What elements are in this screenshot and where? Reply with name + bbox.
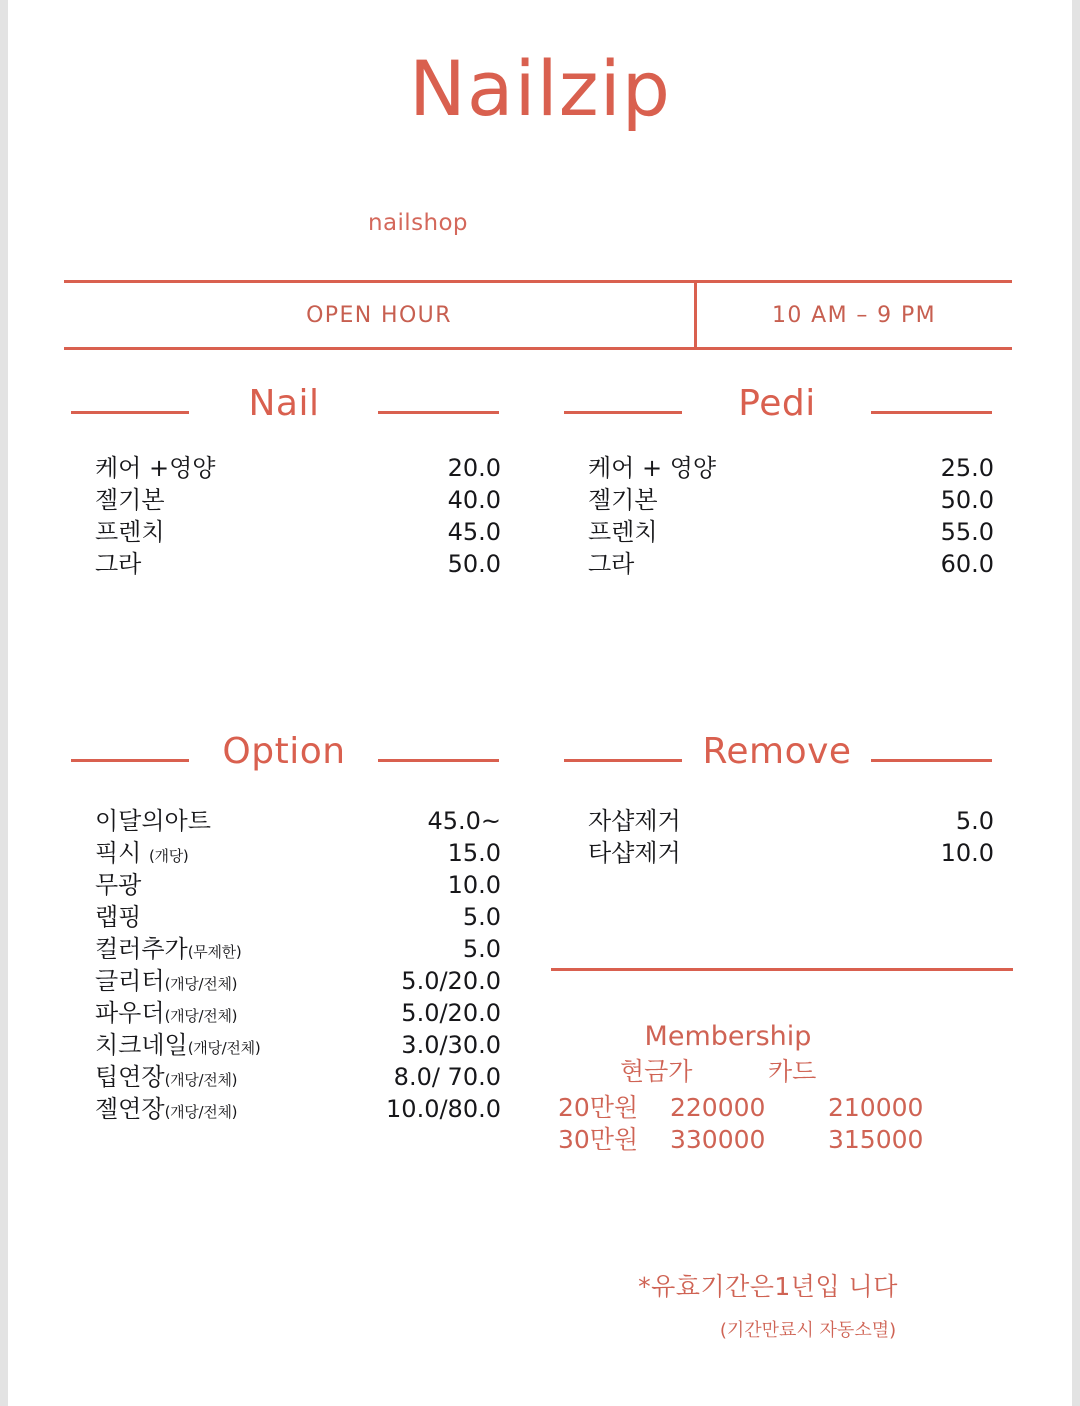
price-row-label: 랩핑 [95, 903, 142, 931]
section-title-option: Option [222, 731, 346, 772]
price-row [71, 484, 501, 516]
price-row [71, 837, 501, 869]
price-row-amount: 10.0 [940, 839, 994, 867]
price-row-amount: 5.0 [955, 807, 994, 835]
section-rule-left [71, 411, 189, 414]
price-row [71, 901, 501, 933]
price-list-nail [71, 452, 501, 580]
page-title: Nailzip [409, 44, 671, 133]
price-row [564, 484, 994, 516]
price-row-amount: 5.0 [462, 935, 501, 963]
price-row [564, 805, 994, 837]
membership-tier: 30만원 [558, 1125, 639, 1154]
price-row [564, 516, 994, 548]
price-row [71, 965, 501, 997]
price-row-label: 치크네일(개당/전체) [95, 1031, 261, 1059]
price-row-note: (개당/전체) [164, 1103, 238, 1121]
price-row-label: 무광 [95, 871, 142, 899]
price-row-label: 케어 +영양 [95, 454, 216, 482]
price-row-label: 이달의아트 [95, 807, 211, 835]
price-row-label: 젤기본 [588, 486, 658, 514]
price-row-amount: 8.0/ 70.0 [393, 1063, 501, 1091]
section-rule-right [871, 411, 992, 414]
price-row-note: (무제한) [187, 943, 242, 961]
price-row-label: 케어 + 영양 [588, 454, 717, 482]
section-header-remove [564, 731, 992, 780]
price-row-label: 젤기본 [95, 486, 165, 514]
section-rule-right [378, 411, 499, 414]
price-row-amount: 15.0 [447, 839, 501, 867]
price-row-amount: 3.0/30.0 [401, 1031, 501, 1059]
price-row-label: 픽시 (개당) [95, 839, 189, 867]
membership-column-card: 카드 [768, 1057, 817, 1086]
price-row-amount: 55.0 [940, 518, 994, 546]
membership-column-cash: 현금가 [620, 1057, 693, 1086]
price-row-note: (개당/전체) [164, 975, 238, 993]
brand-subtitle: nailshop [368, 210, 468, 236]
price-row [71, 548, 501, 580]
price-list-pedi [564, 452, 994, 580]
price-list-remove [564, 805, 994, 869]
price-row [71, 997, 501, 1029]
price-row-amount: 5.0/20.0 [401, 967, 501, 995]
price-row [71, 1061, 501, 1093]
price-row-amount: 25.0 [940, 454, 994, 482]
section-rule-left [564, 759, 682, 762]
menu-page [8, 0, 1072, 1406]
section-header-nail [71, 383, 499, 432]
open-hour-label: OPEN HOUR [306, 302, 452, 328]
section-title-pedi: Pedi [738, 383, 816, 424]
open-hour-band [64, 280, 1012, 350]
section-header-option [71, 731, 499, 780]
price-row [71, 452, 501, 484]
price-list-option [71, 805, 501, 1125]
price-row [564, 837, 994, 869]
section-title-remove: Remove [702, 731, 852, 772]
price-row-amount: 50.0 [447, 550, 501, 578]
price-row-label: 팁연장(개당/전체) [95, 1063, 238, 1091]
price-row [71, 933, 501, 965]
membership-cash-price: 220000 [670, 1093, 766, 1122]
section-rule-right [871, 759, 992, 762]
membership-row [528, 1092, 1028, 1124]
price-row [71, 1029, 501, 1061]
open-hour-value: 10 AM – 9 PM [771, 302, 937, 328]
price-row-label: 그라 [588, 550, 635, 578]
price-row-label: 파우더(개당/전체) [95, 999, 238, 1027]
section-rule-left [564, 411, 682, 414]
membership-title: Membership [644, 1021, 812, 1052]
membership-divider [551, 968, 1013, 971]
price-row-label: 글리터(개당/전체) [95, 967, 238, 995]
price-row-amount: 10.0/80.0 [386, 1095, 501, 1123]
price-row-amount: 40.0 [447, 486, 501, 514]
price-row-amount: 60.0 [940, 550, 994, 578]
section-title-nail: Nail [248, 383, 320, 424]
price-row [71, 1093, 501, 1125]
price-row-note: (개당) [149, 847, 189, 865]
price-row-amount: 50.0 [940, 486, 994, 514]
price-row [71, 516, 501, 548]
validity-subnote: (기간만료시 자동소멸) [719, 1320, 897, 1341]
price-row [71, 869, 501, 901]
price-row [564, 548, 994, 580]
price-row-amount: 45.0 [447, 518, 501, 546]
membership-card-price: 315000 [828, 1125, 924, 1154]
price-row-label: 프렌치 [588, 518, 658, 546]
membership-card-price: 210000 [828, 1093, 924, 1122]
membership-row [528, 1124, 1028, 1156]
price-row-label: 젤연장(개당/전체) [95, 1095, 238, 1123]
price-row-amount: 10.0 [447, 871, 501, 899]
price-row [71, 805, 501, 837]
price-row-note: (개당/전체) [164, 1071, 238, 1089]
section-header-pedi [564, 383, 992, 432]
price-row-amount: 20.0 [447, 454, 501, 482]
price-row-amount: 5.0/20.0 [401, 999, 501, 1027]
price-row-label: 프렌치 [95, 518, 165, 546]
price-row-label: 컬러추가(무제한) [95, 935, 242, 963]
price-row-note: (개당/전체) [187, 1039, 261, 1057]
price-row-label: 그라 [95, 550, 142, 578]
section-rule-left [71, 759, 189, 762]
membership-cash-price: 330000 [670, 1125, 766, 1154]
price-row-label: 타샵제거 [588, 839, 681, 867]
price-row-amount: 5.0 [462, 903, 501, 931]
section-rule-right [378, 759, 499, 762]
membership-tier: 20만원 [558, 1093, 639, 1122]
price-row-label: 자샵제거 [588, 807, 681, 835]
price-row-note: (개당/전체) [164, 1007, 238, 1025]
price-row-amount: 45.0~ [427, 807, 501, 835]
membership-rows [528, 1092, 1028, 1156]
validity-note: *유효기간은1년입 니다 [638, 1272, 898, 1301]
price-row [564, 452, 994, 484]
